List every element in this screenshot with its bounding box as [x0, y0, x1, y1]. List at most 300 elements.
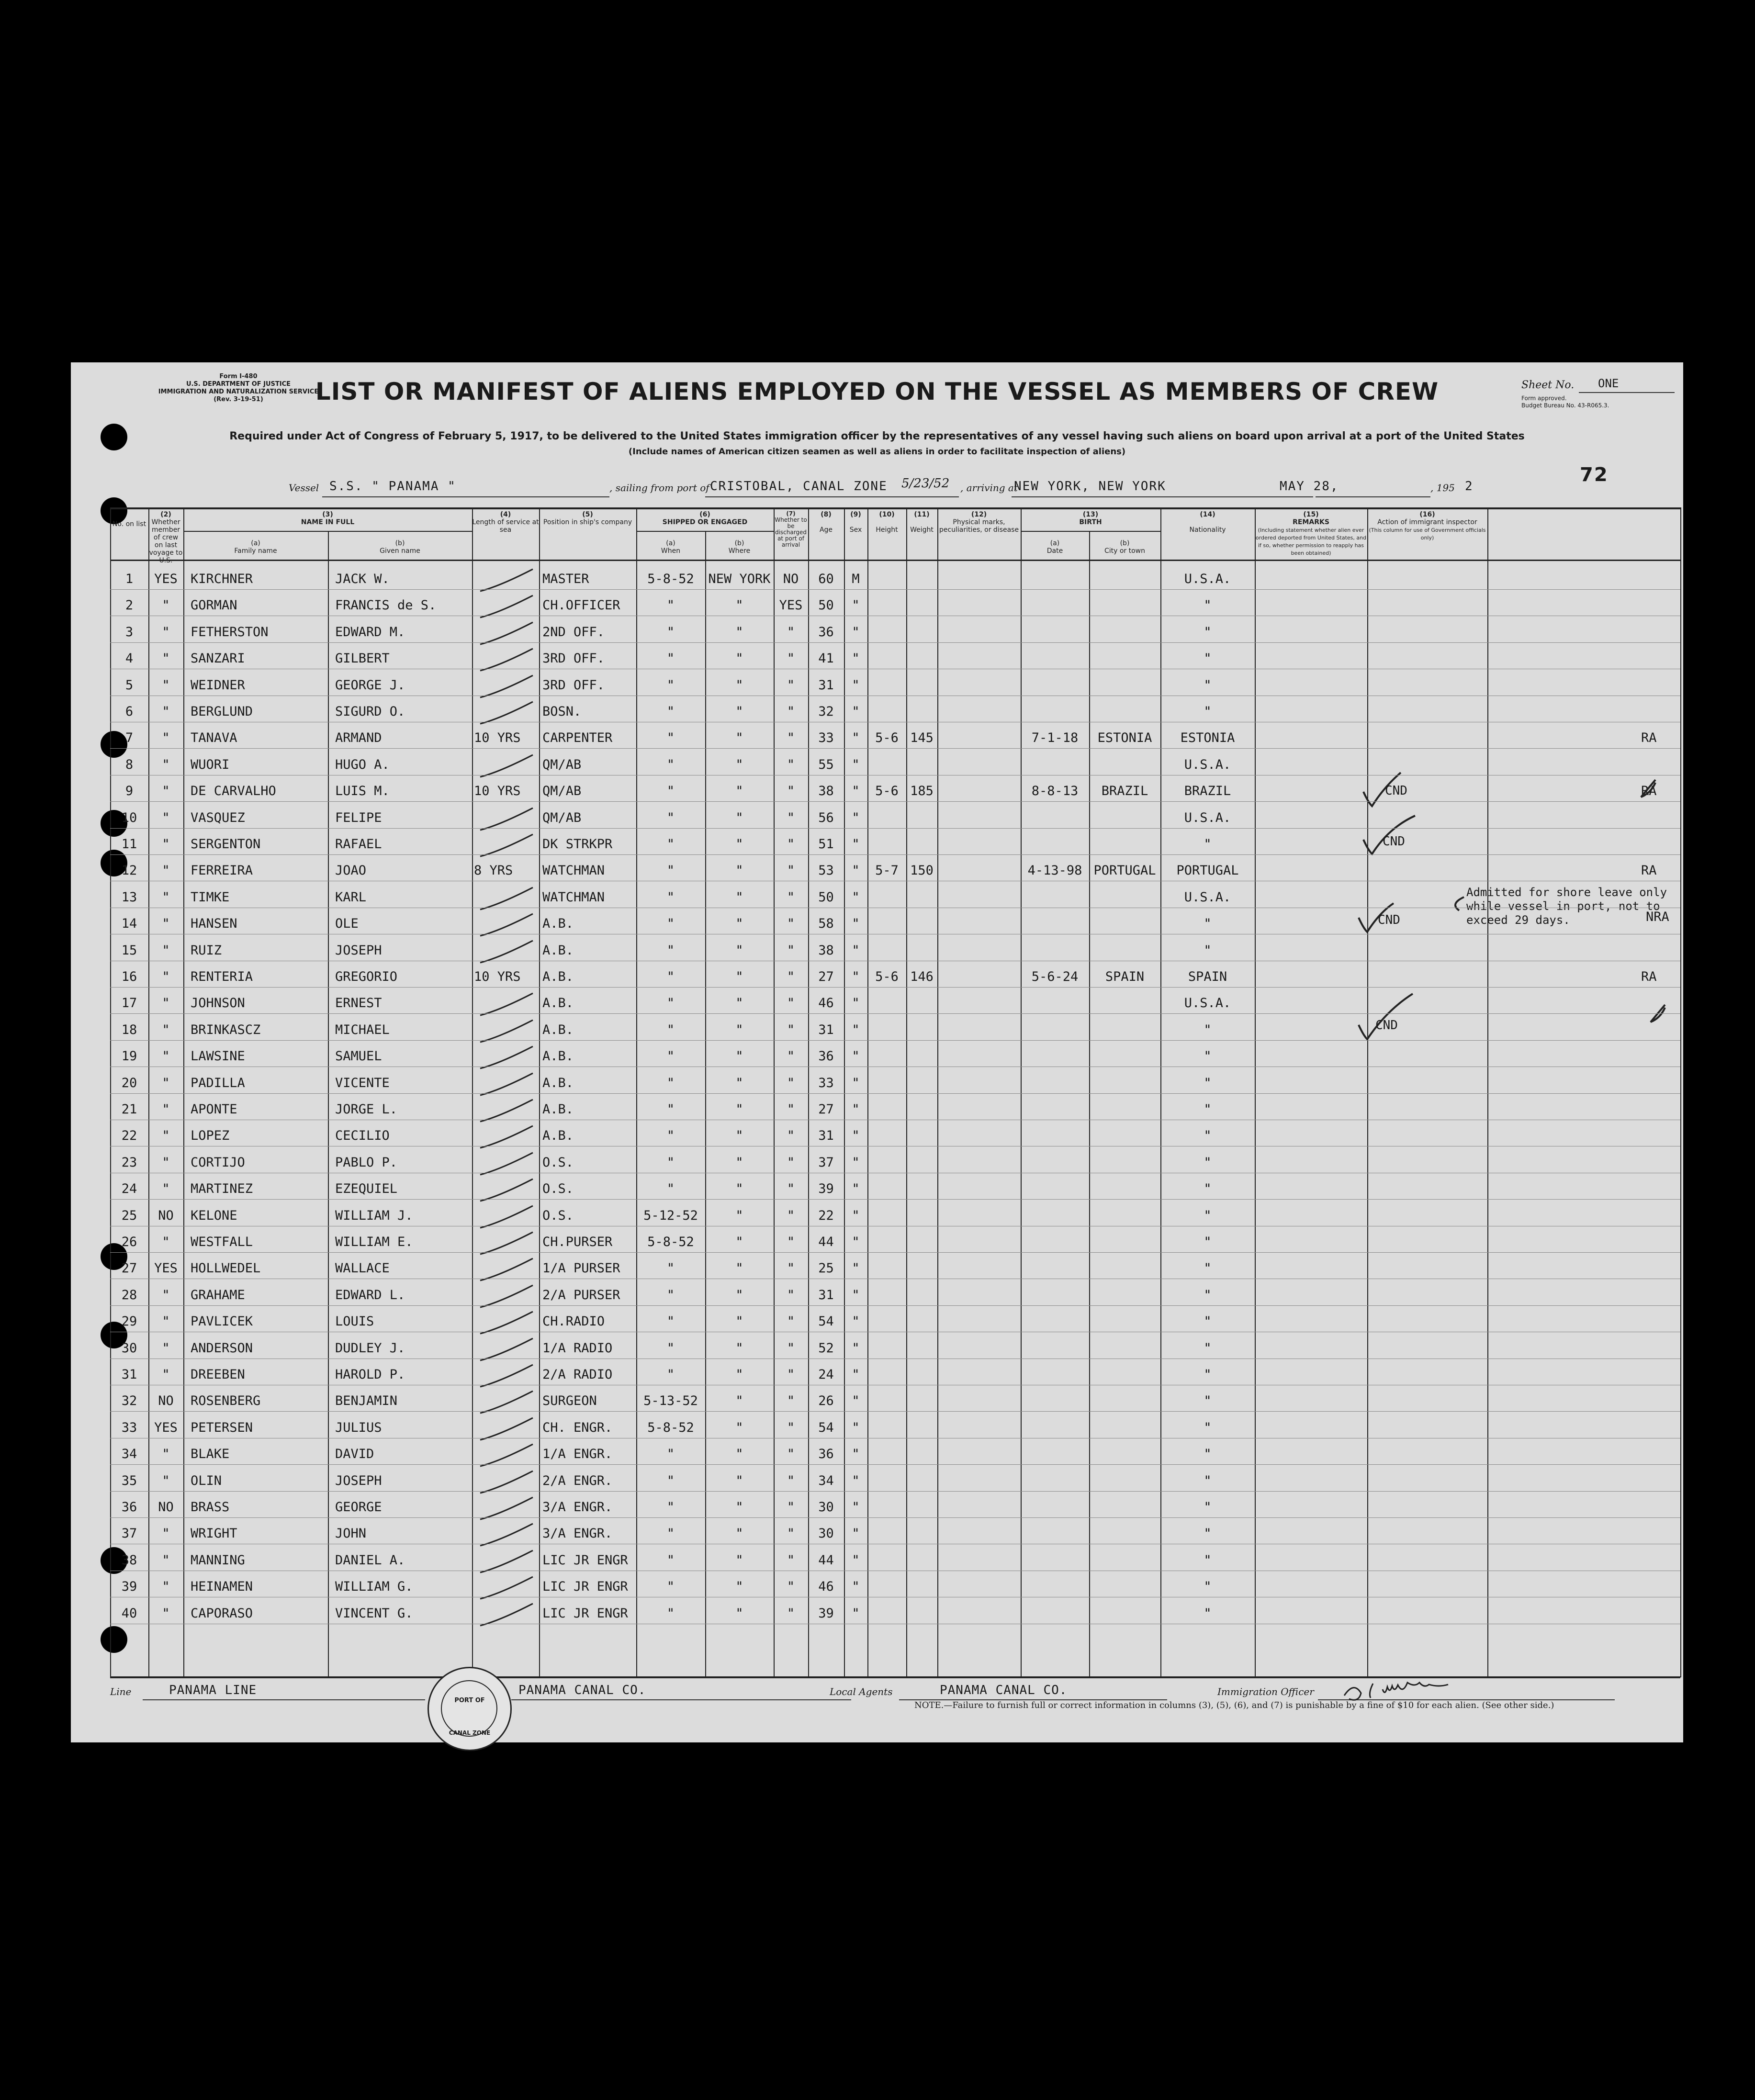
cell-given: SIGURD O.	[335, 704, 405, 719]
cell-given: VICENTE	[335, 1076, 390, 1090]
cell-where: "	[735, 651, 743, 666]
cell-disch: "	[787, 916, 795, 931]
cell-given: JACK W.	[335, 572, 390, 586]
cell-no: 6	[125, 704, 134, 719]
cell-sex: "	[852, 1393, 860, 1408]
arriving-label: , arriving at	[960, 482, 1018, 494]
cell-given: JORGE L.	[335, 1102, 398, 1117]
cell-position: 3RD OFF.	[542, 651, 605, 666]
cell-when: "	[666, 916, 675, 931]
cell-prev: "	[162, 996, 170, 1011]
cell-sex: "	[852, 916, 860, 931]
cell-position: MASTER	[542, 572, 589, 586]
cell-given: HUGO A.	[335, 757, 390, 772]
slash-mark-icon	[480, 1444, 533, 1466]
slash-mark-icon	[480, 1471, 533, 1493]
cell-given: JOAO	[335, 863, 367, 878]
cell-age: 36	[818, 625, 834, 640]
row-rule	[110, 1411, 1680, 1412]
cell-act: RA	[1641, 969, 1657, 984]
cell-prev: "	[162, 1181, 170, 1196]
cell-nat: "	[1204, 916, 1212, 931]
cell-family: GRAHAME	[191, 1288, 245, 1303]
cell-when: "	[666, 1102, 675, 1117]
cell-family: ANDERSON	[191, 1341, 253, 1356]
cell-when: "	[666, 1076, 675, 1090]
cell-age: 50	[818, 890, 834, 905]
cell-disch: "	[787, 1579, 795, 1594]
slash-mark-icon	[480, 1550, 533, 1572]
cell-family: PETERSEN	[191, 1420, 253, 1435]
cell-no: 34	[121, 1447, 137, 1461]
cell-disch: "	[787, 1473, 795, 1488]
revision: (Rev. 3-19-51)	[214, 396, 263, 403]
cell-family: SERGENTON	[191, 837, 261, 852]
cell-when: "	[666, 757, 675, 772]
cell-where: "	[735, 890, 743, 905]
cell-given: WALLACE	[335, 1261, 390, 1276]
cell-where: "	[735, 1261, 743, 1276]
cell-family: BRASS	[191, 1500, 230, 1515]
cell-no: 25	[121, 1208, 137, 1223]
cell-nat: "	[1204, 837, 1212, 852]
cell-given: FRANCIS de S.	[335, 598, 437, 613]
cell-prev: "	[162, 1076, 170, 1090]
cell-age: 60	[818, 572, 834, 586]
arrival-date: MAY 28,	[1280, 479, 1339, 494]
cell-when: "	[666, 1500, 675, 1515]
cell-prev: "	[162, 916, 170, 931]
cell-when: "	[666, 1606, 675, 1621]
cell-family: BERGLUND	[191, 704, 253, 719]
cell-no: 1	[125, 572, 134, 586]
cell-where: "	[735, 625, 743, 640]
legal-subtitle: Required under Act of Congress of February 5, 1917, to be delivered to the United States immigration officer by the representatives of any vessel having such aliens on board upon arrival at a port of the United States	[229, 430, 1525, 442]
cell-family: WESTFALL	[191, 1235, 253, 1249]
cell-no: 37	[121, 1526, 137, 1541]
cell-nat: "	[1204, 1341, 1212, 1356]
cell-sex: "	[852, 1473, 860, 1488]
cell-age: 41	[818, 651, 834, 666]
cell-disch: "	[787, 1447, 795, 1461]
cell-nat: U.S.A.	[1184, 572, 1231, 586]
row-rule	[110, 1199, 1680, 1200]
cell-prev: "	[162, 1606, 170, 1621]
cell-family: TIMKE	[191, 890, 230, 905]
cell-family: LAWSINE	[191, 1049, 245, 1064]
cell-age: 56	[818, 810, 834, 825]
cell-height: 5-6	[875, 730, 899, 745]
slash-mark-icon	[480, 808, 533, 830]
cell-when: "	[666, 1314, 675, 1329]
cell-btown: ESTONIA	[1097, 730, 1152, 745]
cell-given: GEORGE J.	[335, 678, 405, 693]
slash-mark-icon	[480, 1604, 533, 1626]
cell-position: 2ND OFF.	[542, 625, 605, 640]
slash-mark-icon	[480, 649, 533, 671]
col-6-header: (6) SHIPPED OR ENGAGED	[662, 511, 748, 526]
cell-sex: "	[852, 837, 860, 852]
cell-given: EDWARD L.	[335, 1288, 405, 1303]
cell-given: JULIUS	[335, 1420, 382, 1435]
cell-prev: "	[162, 784, 170, 798]
cell-no: 22	[121, 1128, 137, 1143]
cell-family: KELONE	[191, 1208, 237, 1223]
cell-given: KARL	[335, 890, 367, 905]
cell-prev: "	[162, 863, 170, 878]
cell-family: MARTINEZ	[191, 1181, 253, 1196]
cell-given: ARMAND	[335, 730, 382, 745]
cell-where: "	[735, 1579, 743, 1594]
cell-age: 54	[818, 1420, 834, 1435]
cell-sex: "	[852, 943, 860, 958]
cell-sex: "	[852, 810, 860, 825]
cell-where: "	[735, 730, 743, 745]
col-7-header: (7) Whether to be discharged at port of arrival	[775, 510, 807, 548]
cell-position: 3/A ENGR.	[542, 1526, 613, 1541]
cell-disch: "	[787, 757, 795, 772]
cell-age: 52	[818, 1341, 834, 1356]
cell-family: DREEBEN	[191, 1367, 245, 1382]
cell-age: 51	[818, 837, 834, 852]
cell-given: WILLIAM J.	[335, 1208, 413, 1223]
cell-no: 14	[121, 916, 137, 931]
cell-prev: YES	[154, 572, 178, 586]
legal-subtitle-note: (Include names of American citizen seamen as well as aliens in order to facilitate inspection of aliens)	[628, 447, 1126, 457]
cell-nat: "	[1204, 1128, 1212, 1143]
cell-sex: "	[852, 757, 860, 772]
cell-sex: "	[852, 651, 860, 666]
slash-mark-icon	[480, 1312, 533, 1334]
col-2-header: (2) Whether member of crew on last voyage to U.S.	[149, 511, 183, 564]
cell-prev: YES	[154, 1261, 178, 1276]
cell-nat: "	[1204, 1181, 1212, 1196]
cell-prev: "	[162, 969, 170, 984]
cell-age: 31	[818, 678, 834, 693]
cell-sex: "	[852, 863, 860, 878]
budget-bureau-line: Budget Bureau No. 43-R065.3.	[1521, 402, 1609, 409]
cell-where: "	[735, 943, 743, 958]
cell-sex: "	[852, 890, 860, 905]
cell-given: GEORGE	[335, 1500, 382, 1515]
cell-act: RA	[1641, 784, 1657, 798]
cell-when: "	[666, 1553, 675, 1568]
cell-disch: "	[787, 1076, 795, 1090]
cell-age: 30	[818, 1500, 834, 1515]
cell-sex: "	[852, 1579, 860, 1594]
cell-family: HOLLWEDEL	[191, 1261, 261, 1276]
cell-family: FERREIRA	[191, 863, 253, 878]
cell-nat: "	[1204, 1076, 1212, 1090]
cell-where: "	[735, 1022, 743, 1037]
cell-no: 12	[121, 863, 137, 878]
slash-mark-icon	[480, 1020, 533, 1042]
cell-sex: "	[852, 625, 860, 640]
cell-given: FELIPE	[335, 810, 382, 825]
cell-family: RENTERIA	[191, 969, 253, 984]
cell-where: "	[735, 757, 743, 772]
cell-where: "	[735, 678, 743, 693]
cell-sex: "	[852, 1155, 860, 1170]
cell-where: "	[735, 704, 743, 719]
cell-no: 31	[121, 1367, 137, 1382]
year-suffix: 2	[1465, 479, 1474, 494]
remark-cnd: CND	[1385, 784, 1407, 798]
cell-prev: "	[162, 943, 170, 958]
cell-no: 39	[121, 1579, 137, 1594]
slash-mark-icon	[480, 1418, 533, 1440]
department: U.S. DEPARTMENT OF JUSTICE	[186, 381, 291, 388]
cell-prev: "	[162, 651, 170, 666]
cell-prev: "	[162, 1447, 170, 1461]
cell-given: DUDLEY J.	[335, 1341, 405, 1356]
cell-where: "	[735, 996, 743, 1011]
slash-mark-icon	[480, 755, 533, 777]
departure-date: 5/23/52	[901, 476, 950, 491]
slash-mark-icon	[480, 1285, 533, 1307]
cell-where: "	[735, 1208, 743, 1223]
col-5-header: (5) Position in ship's company	[543, 511, 632, 526]
cell-position: O.S.	[542, 1208, 574, 1223]
cell-position: A.B.	[542, 1102, 574, 1117]
cell-family: CORTIJO	[191, 1155, 245, 1170]
cell-no: 13	[121, 890, 137, 905]
cell-disch: "	[787, 943, 795, 958]
cell-family: DE CARVALHO	[191, 784, 276, 798]
cell-disch: "	[787, 730, 795, 745]
col-6a-header: (a) When	[661, 539, 681, 555]
cell-nat: "	[1204, 1473, 1212, 1488]
cell-sex: "	[852, 704, 860, 719]
cell-position: 2/A PURSER	[542, 1288, 620, 1303]
cell-when: 5-13-52	[643, 1393, 698, 1408]
cell-nat: "	[1204, 1579, 1212, 1594]
cell-given: OLE	[335, 916, 359, 931]
cell-sex: "	[852, 1553, 860, 1568]
col-3b-header: (b) Given name	[380, 539, 420, 555]
slash-mark-icon	[480, 1524, 533, 1546]
cell-when: "	[666, 810, 675, 825]
cell-disch: "	[787, 1022, 795, 1037]
vessel-label: Vessel	[289, 482, 319, 494]
cell-no: 33	[121, 1420, 137, 1435]
row-rule	[110, 1305, 1680, 1306]
cell-prev: "	[162, 1049, 170, 1064]
cell-bdate: 5-6-24	[1031, 969, 1079, 984]
cell-age: 32	[818, 704, 834, 719]
remark-cnd: CND	[1378, 913, 1400, 927]
cell-when: "	[666, 969, 675, 984]
slash-mark-icon	[480, 702, 533, 724]
cell-given: LOUIS	[335, 1314, 374, 1329]
cell-disch: NO	[783, 572, 799, 586]
slash-mark-icon	[480, 834, 533, 856]
cell-no: 40	[121, 1606, 137, 1621]
cell-nat: "	[1204, 1022, 1212, 1037]
manifest-sheet	[71, 362, 1683, 1742]
cell-sex: "	[852, 1288, 860, 1303]
slash-mark-icon	[480, 1232, 533, 1254]
cell-sex: "	[852, 1235, 860, 1249]
line-value: PANAMA LINE	[169, 1683, 257, 1697]
cell-when: "	[666, 1367, 675, 1382]
cell-no: 4	[125, 651, 134, 666]
cell-no: 15	[121, 943, 137, 958]
cell-nat: "	[1204, 1235, 1212, 1249]
cell-family: TANAVA	[191, 730, 237, 745]
cell-where: "	[735, 1606, 743, 1621]
cell-age: 36	[818, 1049, 834, 1064]
cell-position: 1/A ENGR.	[542, 1447, 613, 1461]
cell-no: 2	[125, 598, 134, 613]
cell-where: "	[735, 598, 743, 613]
cell-family: CAPORASO	[191, 1606, 253, 1621]
cell-family: JOHNSON	[191, 996, 245, 1011]
cell-act: RA	[1641, 730, 1657, 745]
col-12-header: (12) Physical marks, peculiarities, or disease	[939, 511, 1019, 534]
cell-family: VASQUEZ	[191, 810, 245, 825]
cell-bdate: 7-1-18	[1031, 730, 1079, 745]
row-rule	[110, 1013, 1680, 1014]
row-rule	[110, 1464, 1680, 1465]
cell-nat: "	[1204, 598, 1212, 613]
cell-sex: "	[852, 1076, 860, 1090]
cell-prev: "	[162, 598, 170, 613]
cell-prev: "	[162, 1022, 170, 1037]
cell-no: 19	[121, 1049, 137, 1064]
cell-disch: "	[787, 1420, 795, 1435]
cell-nat: U.S.A.	[1184, 810, 1231, 825]
cell-given: GREGORIO	[335, 969, 398, 984]
col-3a-header: (a) Family name	[234, 539, 277, 555]
slash-mark-icon	[480, 1258, 533, 1280]
service-name: IMMIGRATION AND NATURALIZATION SERVICE	[158, 388, 319, 395]
cell-given: WILLIAM E.	[335, 1235, 413, 1249]
cell-nat: "	[1204, 1261, 1212, 1276]
agents-label: Local Agents	[830, 1686, 893, 1697]
cell-where: "	[735, 1526, 743, 1541]
cell-family: BLAKE	[191, 1447, 230, 1461]
cell-given: JOHN	[335, 1526, 367, 1541]
cell-age: 54	[818, 1314, 834, 1329]
cell-disch: "	[787, 1049, 795, 1064]
cell-no: 7	[125, 730, 134, 745]
cell-prev: YES	[154, 1420, 178, 1435]
cell-nat: "	[1204, 1526, 1212, 1541]
cell-when: 5-8-52	[647, 1420, 694, 1435]
cell-service: 10 YRS	[474, 969, 521, 984]
cell-prev: "	[162, 1341, 170, 1356]
cell-where: "	[735, 1500, 743, 1515]
cell-prev: "	[162, 1314, 170, 1329]
cell-given: JOSEPH	[335, 1473, 382, 1488]
row-rule	[110, 1491, 1680, 1492]
cell-age: 33	[818, 730, 834, 745]
cell-disch: "	[787, 837, 795, 852]
tick-mark-icon	[1455, 897, 1464, 910]
cell-prev: "	[162, 1155, 170, 1170]
cell-disch: "	[787, 1553, 795, 1568]
cell-age: 25	[818, 1261, 834, 1276]
cell-where: "	[735, 1393, 743, 1408]
cell-service: 8 YRS	[474, 863, 513, 878]
slash-mark-icon	[480, 1126, 533, 1148]
cell-sex: "	[852, 1181, 860, 1196]
cell-nat: "	[1204, 678, 1212, 693]
cell-prev: "	[162, 890, 170, 905]
cell-where: "	[735, 1367, 743, 1382]
cell-sex: "	[852, 1049, 860, 1064]
cell-no: 26	[121, 1235, 137, 1249]
cell-sex: "	[852, 996, 860, 1011]
cell-where: "	[735, 1288, 743, 1303]
cell-prev: "	[162, 1367, 170, 1382]
cell-position: CH. ENGR.	[542, 1420, 613, 1435]
slash-mark-icon	[480, 1153, 533, 1175]
cell-disch: "	[787, 1102, 795, 1117]
cell-btown: BRAZIL	[1101, 784, 1148, 798]
cell-prev: "	[162, 837, 170, 852]
cell-no: 32	[121, 1393, 137, 1408]
cell-given: DANIEL A.	[335, 1553, 405, 1568]
cell-nat: "	[1204, 943, 1212, 958]
cell-nat: "	[1204, 1420, 1212, 1435]
cell-sex: "	[852, 730, 860, 745]
cell-family: SANZARI	[191, 651, 245, 666]
cell-prev: NO	[158, 1208, 174, 1223]
cell-when: "	[666, 784, 675, 798]
cell-service: 10 YRS	[474, 784, 521, 798]
cell-sex: "	[852, 1447, 860, 1461]
cell-family: FETHERSTON	[191, 625, 269, 640]
cell-family: RUIZ	[191, 943, 222, 958]
row-rule	[110, 828, 1680, 829]
cell-sex: "	[852, 1606, 860, 1621]
cell-prev: "	[162, 625, 170, 640]
cell-where: "	[735, 1181, 743, 1196]
owners-value: PANAMA CANAL CO.	[518, 1683, 646, 1697]
cell-position: 2/A ENGR.	[542, 1473, 613, 1488]
cell-sex: "	[852, 1500, 860, 1515]
cell-age: 39	[818, 1606, 834, 1621]
cell-when: "	[666, 1181, 675, 1196]
cell-sex: "	[852, 678, 860, 693]
cell-nat: "	[1204, 1606, 1212, 1621]
cell-age: 46	[818, 996, 834, 1011]
cell-nat: "	[1204, 1208, 1212, 1223]
cell-position: BOSN.	[542, 704, 582, 719]
cell-nat: "	[1204, 1049, 1212, 1064]
cell-age: 38	[818, 784, 834, 798]
cell-age: 53	[818, 863, 834, 878]
cell-where: "	[735, 1473, 743, 1488]
cell-disch: "	[787, 1128, 795, 1143]
cell-where: "	[735, 1128, 743, 1143]
cell-when: 5-8-52	[647, 572, 694, 586]
slash-mark-icon	[480, 1338, 533, 1360]
cell-disch: "	[787, 1500, 795, 1515]
cell-position: WATCHMAN	[542, 890, 605, 905]
cell-sex: "	[852, 969, 860, 984]
cell-nat: "	[1204, 651, 1212, 666]
sheet-label: Sheet No.	[1521, 379, 1575, 391]
cell-when: "	[666, 1128, 675, 1143]
cell-position: LIC JR ENGR	[542, 1553, 628, 1568]
cell-disch: "	[787, 1393, 795, 1408]
cell-no: 20	[121, 1076, 137, 1090]
cell-when: "	[666, 704, 675, 719]
col-4-header: (4) Length of service at sea	[472, 511, 539, 534]
